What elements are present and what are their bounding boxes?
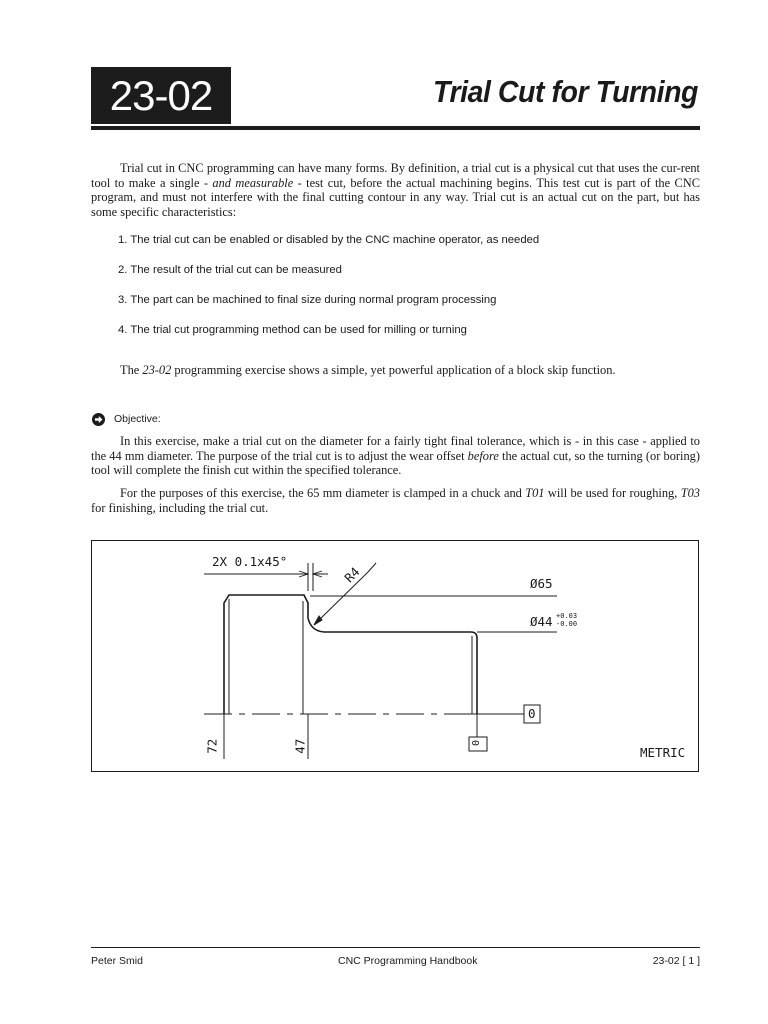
intro-text-2: - test cut, before the actual machining begins. This test cut is part of the CNC program, and must not interfere with the final cutting contour in any way. Trial cut is an actual cut on the part, but has some specific characteristics: [91, 175, 700, 219]
footer-rule [91, 947, 700, 948]
objective-emphasis: before [467, 448, 499, 463]
intro-paragraph [91, 161, 700, 219]
diameter-65-label: Ø65 [530, 576, 553, 591]
objective-text-2: the actual cut, so the turning (or boring) tool will complete the finish cut within the specified tolerance. [91, 448, 700, 477]
exercise-reference: 23-02 [142, 363, 172, 377]
tolerance-lower: -0.00 [556, 620, 578, 628]
x-datum-label: 0 [528, 706, 536, 721]
tool-t01: T01 [525, 486, 545, 500]
list-item: 3. The part can be machined to final size during normal program processing [118, 294, 497, 306]
exercise-note-suffix: programming exercise shows a simple, yet powerful application of a block skip function. [171, 363, 616, 377]
arrow-circle-icon [92, 413, 105, 426]
list-item: 1. The trial cut can be enabled or disabled by the CNC machine operator, as needed [118, 234, 540, 246]
list-item: 4. The trial cut programming method can be used for milling or turning [118, 324, 467, 336]
objective-text-1: In this exercise, make a trial cut on the diameter for a fairly tight final tolerance, which is - in this case - applied to the 44 mm diameter. The purpose of the trial cut is to adjust the wear offset [91, 434, 700, 463]
characteristics-list [118, 232, 539, 352]
title-rule [91, 126, 700, 130]
z-dimension-47: 47 [292, 738, 308, 754]
exercise-note-prefix: The [120, 363, 143, 377]
footer-author: Peter Smid [91, 955, 143, 967]
radius-label: R4 [341, 564, 363, 586]
objective-paragraph-2 [91, 486, 700, 515]
diameter-44-label: Ø44 [530, 614, 553, 629]
intro-text-1: Trial cut in CNC programming can have many forms. By definition, a trial cut is a physical cut that uses the cur-rent tool to make a single - [91, 161, 700, 190]
objective-text-3: For the purposes of this exercise, the 65 mm diameter is clamped in a chuck and [120, 486, 526, 500]
exercise-number-badge: 23-02 [91, 67, 231, 124]
intro-emphasis: and measurable [212, 175, 294, 190]
part-drawing-lines [92, 541, 700, 773]
z-datum-label: 0 [471, 739, 483, 747]
z-dimension-72: 72 [204, 738, 220, 754]
tolerance-upper: +0.03 [556, 612, 578, 620]
chamfer-label: 2X 0.1x45° [212, 554, 288, 569]
objective-heading [92, 411, 161, 427]
objective-paragraph-1 [91, 434, 700, 478]
tolerance-label [556, 612, 577, 628]
footer-page-number: 23-02 [ 1 ] [652, 955, 700, 967]
part-drawing [91, 540, 699, 772]
objective-text-5: for finishing, including the trial cut. [91, 500, 269, 515]
exercise-note [120, 363, 616, 378]
footer-book-title: CNC Programming Handbook [338, 955, 478, 967]
units-label: METRIC [640, 745, 686, 760]
objective-text-4: will be used for roughing, [544, 486, 681, 500]
page-title: Trial Cut for Turning [433, 74, 698, 109]
tool-t03: T03 [680, 486, 700, 500]
list-item: 2. The result of the trial cut can be measured [118, 264, 342, 276]
objective-label: Objective: [114, 413, 161, 425]
